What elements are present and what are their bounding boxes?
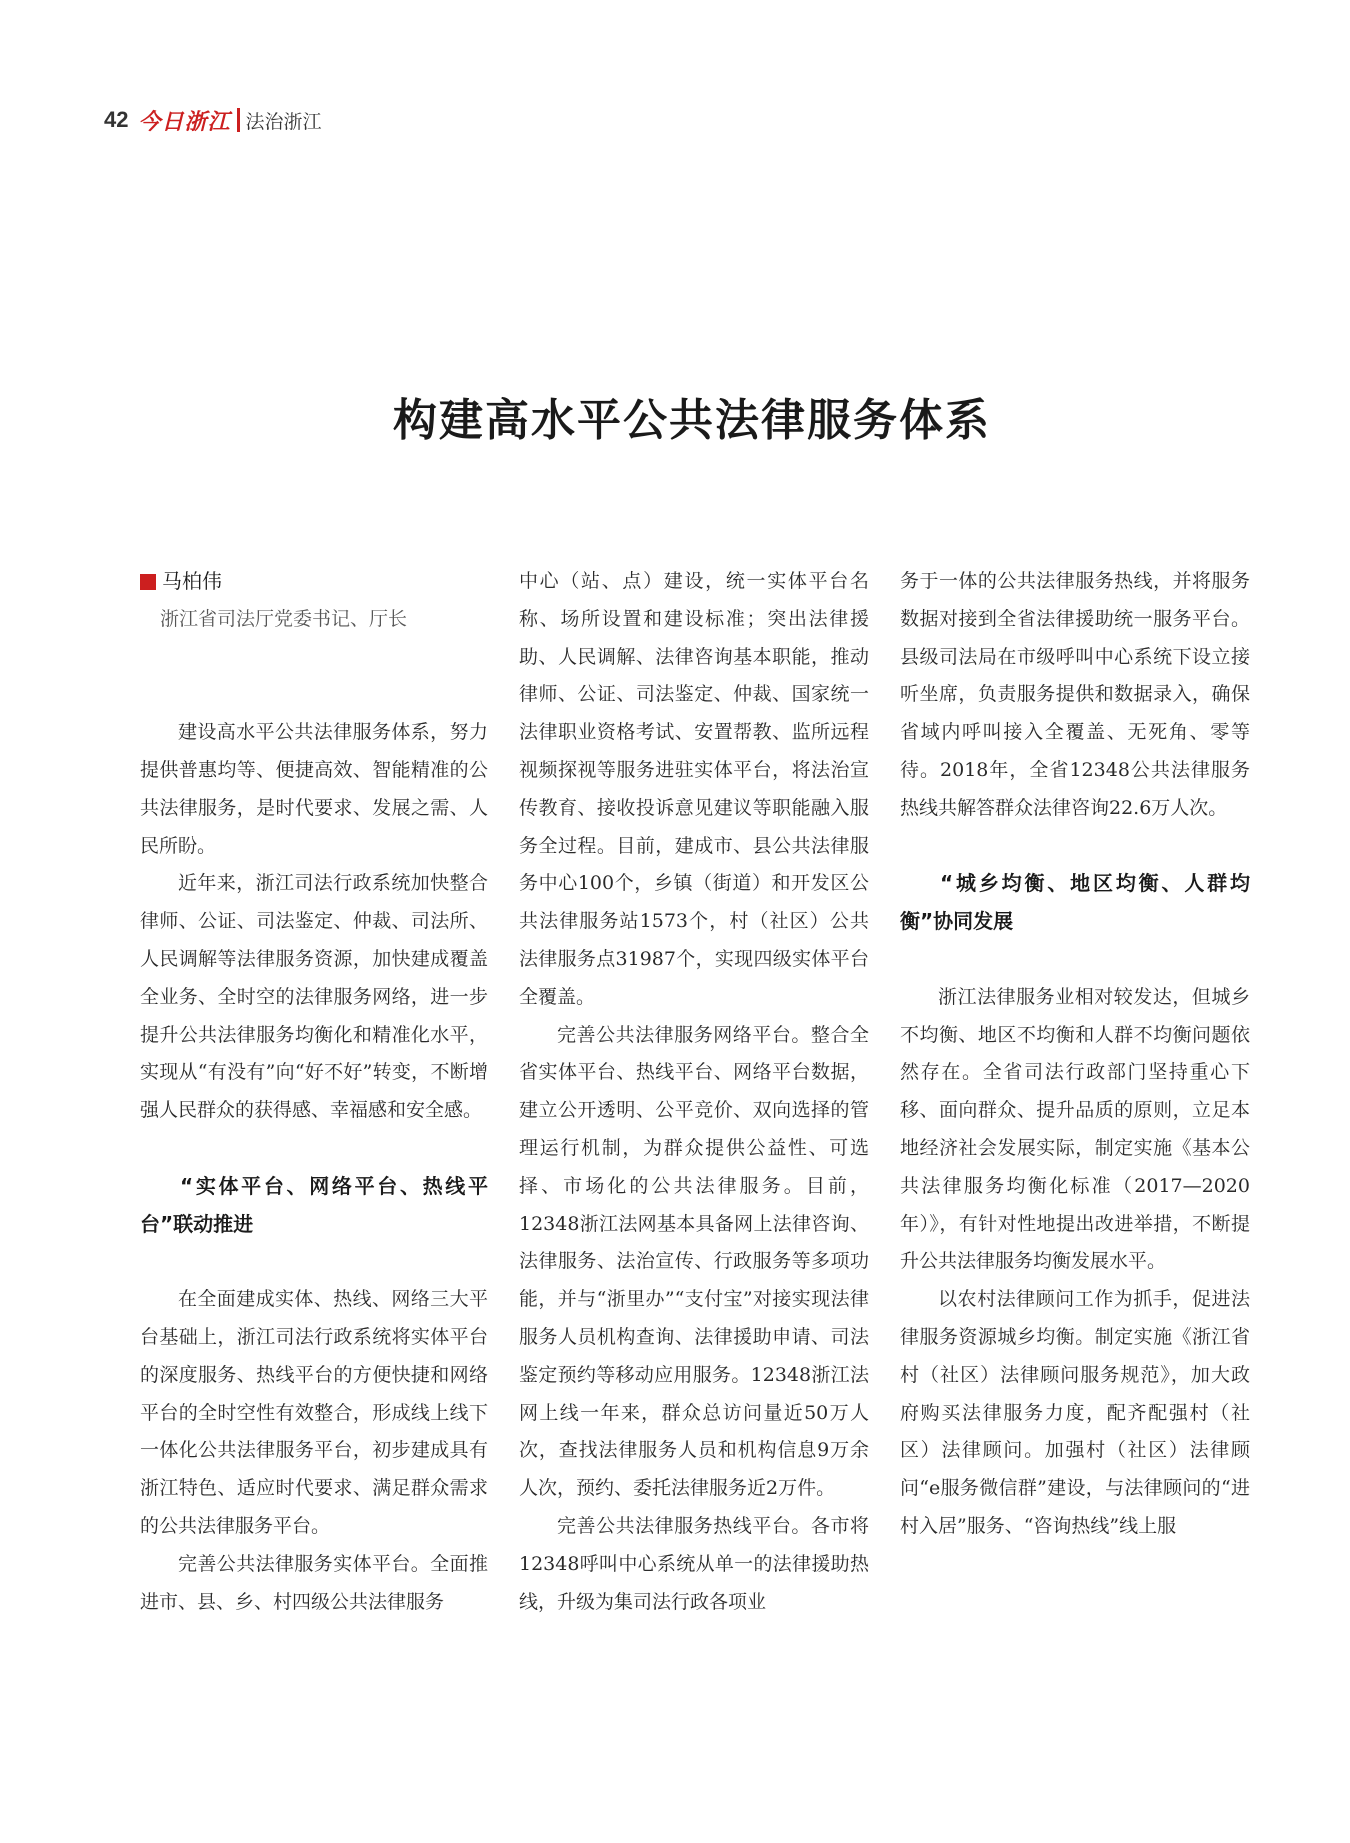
- column-3: [900, 563, 1250, 1546]
- column-2: [519, 563, 869, 1621]
- page-number: 42: [104, 107, 129, 132]
- paragraph: 以农村法律顾问工作为抓手，促进法律服务资源城乡均衡。制定实施《浙江省村（社区）法律顾问服务规范》，加大政府购买法律服务力度，配齐配强村（社区）法律顾问。加强村（社区）法律顾问“e服务微信群”建设，与法律顾问的“进村入居”服务、“咨询热线”线上服: [900, 1288, 1250, 1537]
- page-header: [104, 102, 322, 138]
- author-marker: [140, 574, 156, 590]
- paragraph: 完善公共法律服务实体平台。全面推进市、县、乡、村四级公共法律服务: [140, 1552, 488, 1613]
- author-name: 马柏伟: [162, 569, 222, 593]
- paragraph: 建设高水平公共法律服务体系，努力提供普惠均等、便捷高效、智能精准的公共法律服务，是时代要求、发展之需、人民所盼。: [140, 721, 488, 857]
- section-name: 法治浙江: [245, 110, 322, 133]
- article-title: 构建高水平公共法律服务体系: [393, 395, 991, 447]
- magazine-logo: 今日浙江: [138, 108, 231, 135]
- paragraph: 在全面建成实体、热线、网络三大平台基础上，浙江司法行政系统将实体平台的深度服务、热线平台的方便快捷和网络平台的全时空性有效整合，形成线上线下一体化公共法律服务平台，初步建成具有浙江特色、适应时代要求、满足群众需求的公共法律服务平台。: [140, 1288, 488, 1537]
- section-heading: “实体平台、网络平台、热线平台”联动推进: [140, 1173, 488, 1236]
- header-divider: [237, 108, 240, 132]
- paragraph: 中心（站、点）建设，统一实体平台名称、场所设置和建设标准；突出法律援助、人民调解、法律咨询基本职能，推动律师、公证、司法鉴定、仲裁、国家统一法律职业资格考试、安置帮教、监所远程视频探视等服务进驻实体平台，将法治宣传教育、接收投诉意见建议等职能融入服务全过程。目前，建成市、县公共法律服务中心100个，乡镇（街道）和开发区公共法律服务站1573个，村（社区）公共法律服务点31987个，实现四级实体平台全覆盖。: [519, 570, 869, 1008]
- paragraph: 完善公共法律服务热线平台。各市将12348呼叫中心系统从单一的法律援助热线，升级为集司法行政各项业: [519, 1514, 869, 1613]
- paragraph: 完善公共法律服务网络平台。整合全省实体平台、热线平台、网络平台数据，建立公开透明、公平竞价、双向选择的管理运行机制，为群众提供公益性、可选择、市场化的公共法律服务。目前，12348浙江法网基本具备网上法律咨询、法律服务、法治宣传、行政服务等多项功能，并与“浙里办”“支付宝”对接实现法律服务人员机构查询、法律援助申请、司法鉴定预约等移动应用服务。12348浙江法网上线一年来，群众总访问量近50万人次，查找法律服务人员和机构信息9万余人次，预约、委托法律服务近2万件。: [519, 1023, 869, 1500]
- section-heading: “城乡均衡、地区均衡、人群均衡”协同发展: [900, 871, 1250, 934]
- author-line: [140, 563, 488, 601]
- paragraph: 近年来，浙江司法行政系统加快整合律师、公证、司法鉴定、仲裁、司法所、人民调解等法律服务资源，加快建成覆盖全业务、全时空的法律服务网络，进一步提升公共法律服务均衡化和精准化水平，实现从“有没有”向“好不好”转变，不断增强人民群众的获得感、幸福感和安全感。: [140, 872, 488, 1122]
- column-1: [140, 563, 488, 1621]
- author-role: 浙江省司法厅党委书记、厅长: [160, 607, 408, 630]
- paragraph: 务于一体的公共法律服务热线，并将服务数据对接到全省法律援助统一服务平台。县级司法局在市级呼叫中心系统下设立接听坐席，负责服务提供和数据录入，确保省域内呼叫接入全覆盖、无死角、零等待。2018年，全省12348公共法律服务热线共解答群众法律咨询22.6万人次。: [900, 570, 1250, 819]
- paragraph: 浙江法律服务业相对较发达，但城乡不均衡、地区不均衡和人群不均衡问题依然存在。全省司法行政部门坚持重心下移、面向群众、提升品质的原则，立足本地经济社会发展实际，制定实施《基本公共法律服务均衡化标准（2017—2020年）》，有针对性地提出改进举措，不断提升公共法律服务均衡发展水平。: [900, 985, 1250, 1273]
